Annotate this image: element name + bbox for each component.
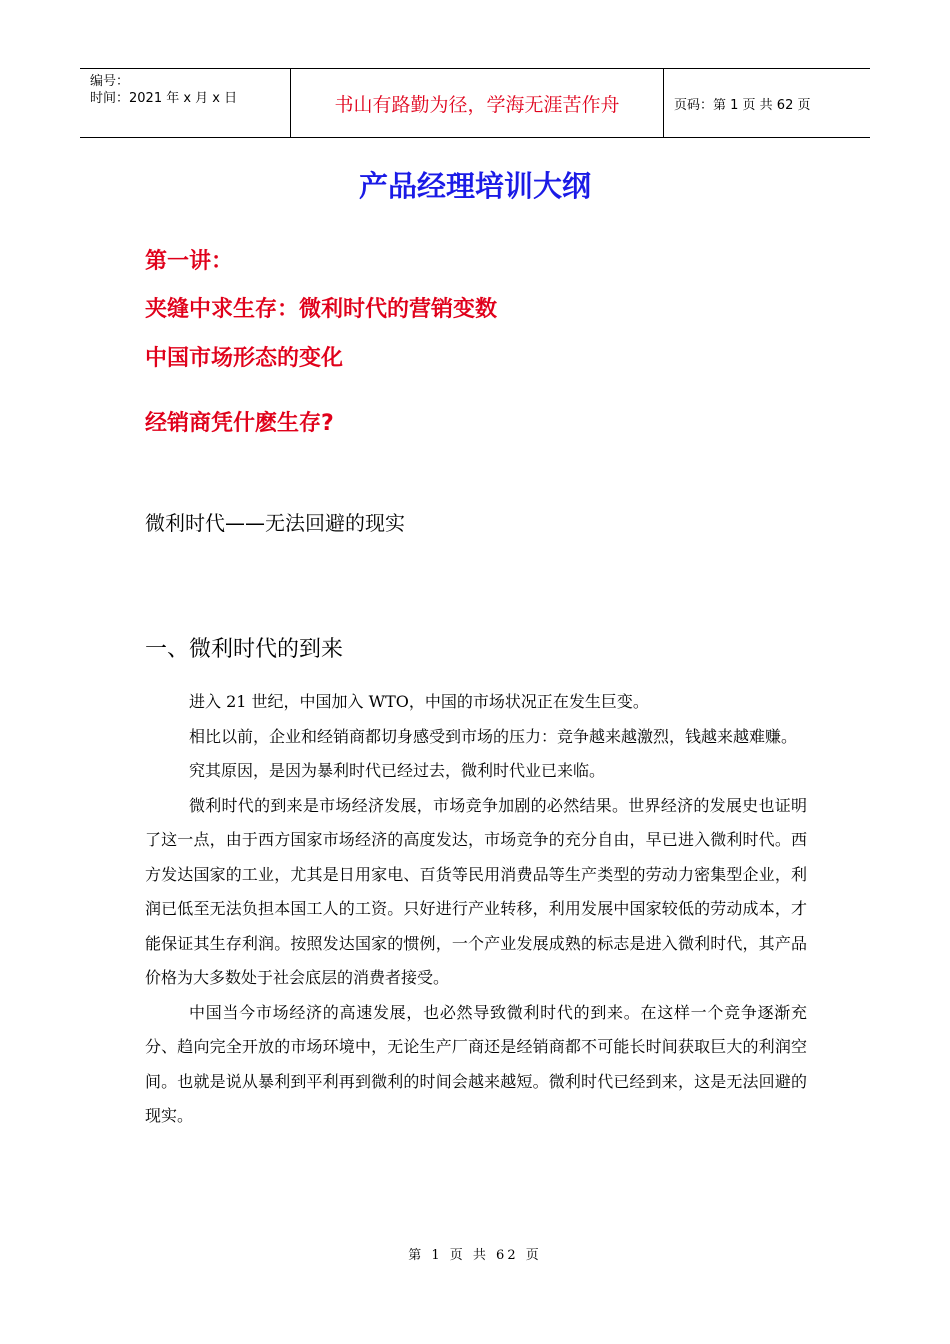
paragraph: 中国当今市场经济的高速发展，也必然导致微利时代的到来。在这样一个竞争逐渐充分、趋向完全开放的市场环境中，无论生产厂商还是经销商都不可能长时间获取巨大的利润空间。也就是说从暴利到平利再到微利的时间会越来越短。微利时代已经到来，这是无法回避的现实。 xyxy=(145,1002,807,1125)
heading-market-change: 中国市场形态的变化 xyxy=(145,346,344,371)
document-title: 产品经理培训大纲 xyxy=(358,169,591,203)
body-text xyxy=(145,685,807,1134)
page-footer: 第 1 页 共 62 页 xyxy=(408,1248,542,1263)
header-motto: 书山有路勤为径，学海无涯苦作舟 xyxy=(291,69,664,137)
heading-dealer: 经销商凭什麽生存? xyxy=(145,411,334,436)
lecture-label: 第一讲： xyxy=(145,249,234,274)
serial-label: 编号： xyxy=(90,74,130,89)
subheading: 微利时代——无法回避的现实 xyxy=(145,511,405,535)
document-header xyxy=(80,68,870,138)
paragraph: 微利时代的到来是市场经济发展，市场竞争加剧的必然结果。世界经济的发展史也证明了这一点，由于西方国家市场经济的高度发达，市场竞争的充分自由，早已进入微利时代。西方发达国家的工业，尤其是日用家电、百货等民用消费品等生产类型的劳动力密集型企业，利润已低至无法负担本国工人的工资。只好进行产业转移，利用发展中国家较低的劳动成本，才能保证其生存利润。按照发达国家的惯例，一个产业发展成熟的标志是进入微利时代，其产品价格为大多数处于社会底层的消费者接受。 xyxy=(145,795,807,987)
header-meta xyxy=(80,69,291,137)
time-label: 时间：2021 年 x 月 x 日 xyxy=(90,91,238,106)
heading-survival: 夹缝中求生存：微利时代的营销变数 xyxy=(145,297,498,322)
paragraph: 相比以前，企业和经销商都切身感受到市场的压力：竞争越来越激烈，钱越来越难赚。 xyxy=(189,726,798,746)
paragraph: 进入 21 世纪，中国加入 WTO，中国的市场状况正在发生巨变。 xyxy=(189,692,649,711)
paragraph: 究其原因，是因为暴利时代已经过去，微利时代业已来临。 xyxy=(189,761,606,780)
section-title: 一、微利时代的到来 xyxy=(145,637,344,662)
header-page-info: 页码：第 1 页 共 62 页 xyxy=(674,97,811,113)
